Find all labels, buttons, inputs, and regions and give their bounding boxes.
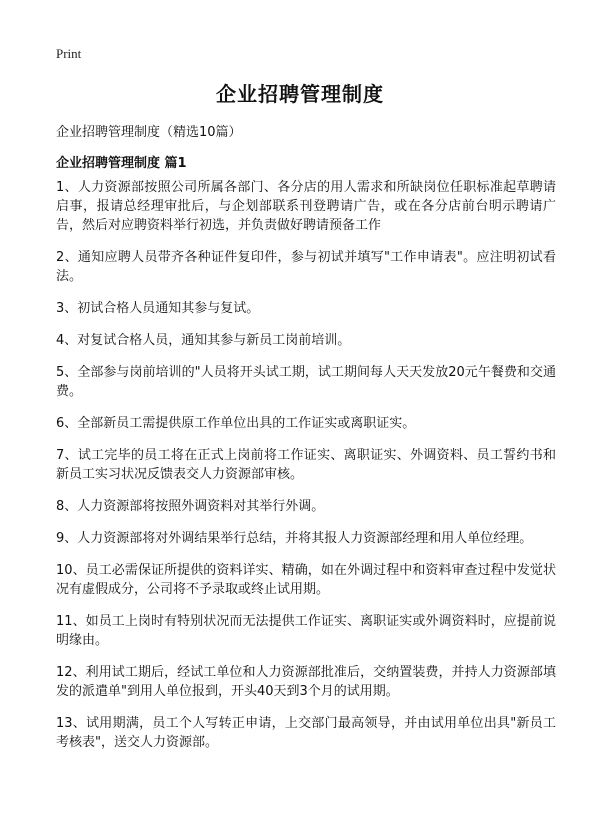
section-heading: 企业招聘管理制度 篇1: [56, 156, 187, 171]
policy-item-9: 9、人力资源部将对外调结果举行总结，并将其报人力资源部经理和用人单位经理。: [56, 531, 533, 546]
policy-item-12: 12、利用试工期后，经试工单位和人力资源部批准后，交纳置装费，并持人力资源部填发的派遣单"到用人单位报到，开头40天到3个月的试用期。: [56, 665, 556, 699]
policy-item-2: 2、通知应聘人员带齐各种证件复印件，参与初试并填写"工作申请表"。应注明初试看法。: [56, 250, 556, 284]
policy-item-1: 1、人力资源部按照公司所属各部门、各分店的用人需求和所缺岗位任职标准起草聘请启事，报请总经理审批后，与企划部联系刊登聘请广告，或在各分店前台明示聘请广告，然后对应聘资料举行初选，并负责做好聘请预备工作: [56, 180, 556, 233]
print-label: Print: [56, 46, 82, 61]
policy-item-list: [56, 178, 556, 765]
document-title: 企业招聘管理制度: [216, 82, 384, 106]
policy-item-11: 11、如员工上岗时有特别状况而无法提供工作证实、离职证实或外调资料时，应提前说明缘由。: [56, 614, 556, 648]
policy-item-3: 3、初试合格人员通知其参与复试。: [56, 301, 260, 316]
policy-item-5: 5、全部参与岗前培训的"人员将开头试工期，试工期间每人天天发放20元午餐费和交通费。: [56, 365, 556, 399]
policy-item-8: 8、人力资源部将按照外调资料对其举行外调。: [56, 499, 325, 514]
policy-item-6: 6、全部新员工需提供原工作单位出具的工作证实或离职证实。: [56, 416, 416, 431]
policy-item-4: 4、对复试合格人员，通知其参与新员工岗前培训。: [56, 333, 351, 348]
policy-item-10: 10、员工必需保证所提供的资料详实、精确，如在外调过程中和资料审查过程中发觉状况有虚假成分，公司将不予录取或终止试用期。: [56, 563, 556, 597]
policy-item-7: 7、试工完毕的员工将在正式上岗前将工作证实、离职证实、外调资料、员工誓约书和新员工实习状况反馈表交人力资源部审核。: [56, 448, 556, 482]
document-subtitle: 企业招聘管理制度（精选10篇）: [56, 125, 242, 140]
policy-item-13: 13、试用期满，员工个人写转正申请，上交部门最高领导，并由试用单位出具"新员工考核表"，送交人力资源部。: [56, 716, 556, 750]
